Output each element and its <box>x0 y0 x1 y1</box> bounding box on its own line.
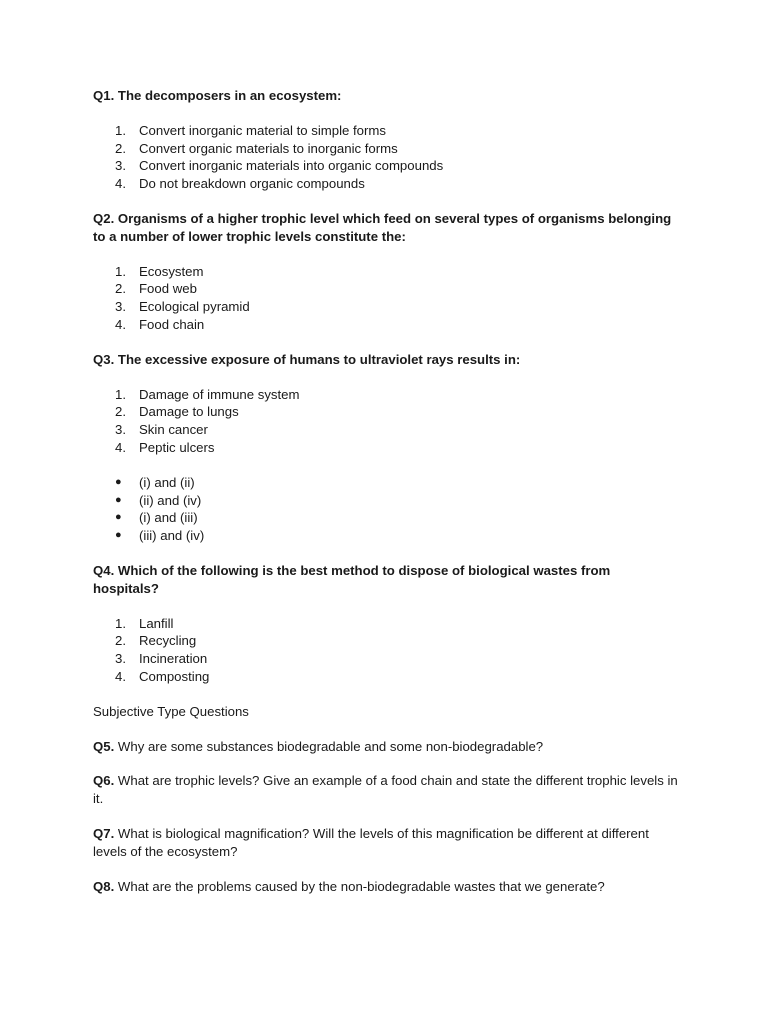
option-text: Convert organic materials to inorganic forms <box>139 140 398 156</box>
option-text: Ecosystem <box>139 263 204 279</box>
bullet-icon: ● <box>115 493 122 506</box>
section-heading: Subjective Type Questions <box>93 703 249 719</box>
option-text: Incineration <box>139 651 208 667</box>
list-item: 2. Convert organic materials to inorganic forms <box>115 140 398 156</box>
question-text: Why are some substances biodegradable and some non-biodegradable? <box>114 738 544 754</box>
question-4-title: Q4. Which of the following is the best method to dispose of biological wastes from hospitals? <box>93 562 611 596</box>
list-item: 2. Recycling <box>115 633 197 649</box>
option-text: Recycling <box>139 633 197 649</box>
bullet-icon: ● <box>115 511 122 524</box>
choice-text: (i) and (ii) <box>139 474 195 490</box>
question-1-title: Q1. The decomposers in an ecosystem: <box>93 88 342 103</box>
question-text: What is biological magnification? Will the levels of this magnification be different at different levels of the ecosystem? <box>93 825 649 859</box>
choice-text: (i) and (iii) <box>139 510 198 526</box>
question-2-options <box>93 263 678 334</box>
bullet-icon: ● <box>115 475 122 488</box>
list-item: 3. Convert inorganic materials into organic compounds <box>115 158 444 174</box>
question-4-options <box>93 615 678 686</box>
option-text: Skin cancer <box>139 422 208 438</box>
question-text: What are trophic levels? Give an example of a food chain and state the different trophic levels in it. <box>93 773 678 807</box>
option-text: Ecological pyramid <box>139 299 250 315</box>
list-item: 4. Peptic ulcers <box>115 439 215 455</box>
option-text: Do not breakdown organic compounds <box>139 176 365 192</box>
list-item: 4. Food chain <box>115 316 205 332</box>
list-item: 1. Ecosystem <box>115 263 204 279</box>
list-item: 4. Composting <box>115 668 210 684</box>
choice-text: (iii) and (iv) <box>139 528 205 544</box>
option-text: Damage to lungs <box>139 404 239 420</box>
option-text: Damage of immune system <box>139 386 300 402</box>
option-text: Food chain <box>139 316 205 332</box>
question-label: Q7. <box>93 825 115 841</box>
question-1-options <box>93 122 678 193</box>
question-label: Q5. <box>93 738 115 754</box>
option-text: Peptic ulcers <box>139 439 215 455</box>
option-text: Food web <box>139 281 197 297</box>
question-text: What are the problems caused by the non-biodegradable wastes that we generate? <box>114 878 605 894</box>
list-item: 1. Convert inorganic material to simple forms <box>115 122 386 138</box>
list-item: 4. Do not breakdown organic compounds <box>115 176 365 192</box>
question-label: Q6. <box>93 773 115 789</box>
question-3-choices <box>93 474 678 545</box>
list-item: 1. Lanfill <box>115 615 174 631</box>
list-item: 2. Damage to lungs <box>115 404 239 420</box>
option-text: Convert inorganic materials into organic compounds <box>139 158 444 174</box>
list-item <box>93 474 678 492</box>
list-item: 1. Damage of immune system <box>115 386 300 402</box>
list-item: 3. Incineration <box>115 651 208 667</box>
list-item: 3. Ecological pyramid <box>115 299 250 315</box>
option-text: Composting <box>139 668 210 684</box>
list-item <box>93 492 678 510</box>
question-7 <box>93 825 678 861</box>
question-3-title: Q3. The excessive exposure of humans to ultraviolet rays results in: <box>93 351 521 367</box>
option-text: Convert inorganic material to simple forms <box>139 122 386 138</box>
list-item: 3. Skin cancer <box>115 422 208 438</box>
question-3-options <box>93 386 678 457</box>
choice-text: (ii) and (iv) <box>139 492 202 508</box>
question-5 <box>93 738 678 756</box>
list-item <box>93 527 678 545</box>
list-item <box>93 509 678 527</box>
question-2-title: Q2. Organisms of a higher trophic level which feed on several types of organisms belonging to a number of lower trophic levels constitute the: <box>93 210 672 244</box>
list-item: 2. Food web <box>115 281 197 297</box>
question-6 <box>93 772 678 808</box>
question-label: Q8. <box>93 878 115 894</box>
bullet-icon: ● <box>115 529 122 542</box>
question-8 <box>93 878 678 896</box>
option-text: Lanfill <box>139 615 174 631</box>
